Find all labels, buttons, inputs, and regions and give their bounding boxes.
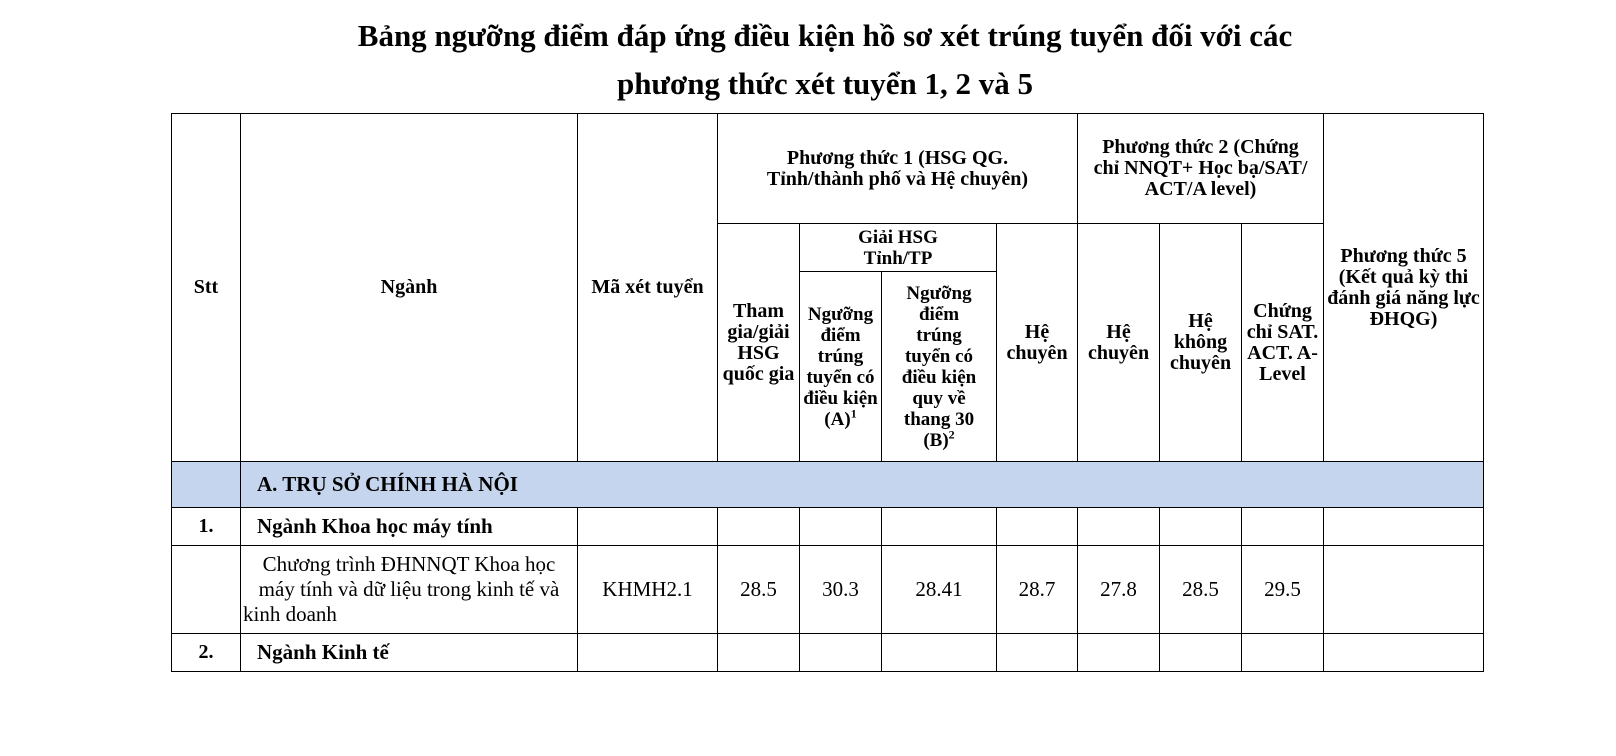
header-pt2-he-chuyen: Hệ chuyên bbox=[1078, 224, 1160, 462]
table-row bbox=[172, 634, 1484, 672]
header-ma-xet-tuyen: Mã xét tuyển bbox=[578, 114, 718, 462]
row-nganh: Ngành Kinh tế bbox=[241, 634, 578, 672]
pt1-nguong-b-value: 28.41 bbox=[882, 546, 997, 634]
table-cell bbox=[172, 546, 241, 634]
threshold-table bbox=[171, 113, 1484, 672]
row-stt: 1. bbox=[172, 508, 241, 546]
row-nganh: Ngành Khoa học máy tính bbox=[241, 508, 578, 546]
table-cell bbox=[1078, 508, 1160, 546]
header-pt2-chung-chi: Chứng chỉ SAT. ACT. A-Level bbox=[1242, 224, 1324, 462]
table-cell bbox=[1078, 634, 1160, 672]
header-pt2-he-khong-chuyen: Hệ không chuyên bbox=[1160, 224, 1242, 462]
title-line-1: Bảng ngưỡng điểm đáp ứng điều kiện hồ sơ xét trúng tuyển đối với các bbox=[357, 18, 1293, 53]
table-cell bbox=[578, 508, 718, 546]
table-cell bbox=[800, 508, 882, 546]
pt2-he-chuyen-value: 27.8 bbox=[1078, 546, 1160, 634]
footnote-1-marker: 1 bbox=[850, 406, 857, 421]
program-name: Chương trình ĐHNNQT Khoa học máy tính và dữ liệu trong kinh tế và kinh doanh bbox=[241, 546, 578, 634]
pt1-nguong-a-value: 30.3 bbox=[800, 546, 882, 634]
pt5-value bbox=[1324, 546, 1484, 634]
footnote-2-marker: 2 bbox=[948, 427, 955, 442]
header-nganh: Ngành bbox=[241, 114, 578, 462]
document-title bbox=[166, 12, 1484, 108]
header-nguong-a bbox=[800, 272, 882, 462]
header-nguong-b-text: Ngưỡng điểm trúng tuyển có điều kiện quy về thang 30 (B) bbox=[901, 282, 977, 451]
table-cell bbox=[800, 634, 882, 672]
table-cell bbox=[997, 634, 1078, 672]
ma-xet-tuyen-value: KHMH2.1 bbox=[578, 546, 718, 634]
table-cell bbox=[1242, 634, 1324, 672]
table-cell bbox=[718, 508, 800, 546]
section-label: A. TRỤ SỞ CHÍNH HÀ NỘI bbox=[241, 462, 1484, 508]
header-phuong-thuc-5: Phương thức 5 (Kết quả kỳ thi đánh giá năng lực ĐHQG) bbox=[1324, 114, 1484, 462]
table-cell bbox=[882, 634, 997, 672]
table-cell bbox=[578, 634, 718, 672]
section-stt-cell bbox=[172, 462, 241, 508]
section-row bbox=[172, 462, 1484, 508]
header-hsg-quoc-gia: Tham gia/giải HSG quốc gia bbox=[718, 224, 800, 462]
table-cell bbox=[997, 508, 1078, 546]
title-line-2: phương thức xét tuyển 1, 2 và 5 bbox=[616, 66, 1034, 101]
header-stt: Stt bbox=[172, 114, 241, 462]
table-cell bbox=[1324, 634, 1484, 672]
pt2-he-khong-chuyen-value: 28.5 bbox=[1160, 546, 1242, 634]
table-cell bbox=[1160, 508, 1242, 546]
table-row bbox=[172, 508, 1484, 546]
header-nguong-b bbox=[882, 272, 997, 462]
pt1-hsg-quoc-gia-value: 28.5 bbox=[718, 546, 800, 634]
header-phuong-thuc-2: Phương thức 2 (Chứng chỉ NNQT+ Học bạ/SAT/ ACT/A level) bbox=[1078, 114, 1324, 224]
header-phuong-thuc-1: Phương thức 1 (HSG QG. Tỉnh/thành phố và Hệ chuyên) bbox=[718, 114, 1078, 224]
header-pt1-he-chuyen: Hệ chuyên bbox=[997, 224, 1078, 462]
header-giai-hsg-tinh: Giải HSG Tỉnh/TP bbox=[800, 224, 997, 272]
table-cell bbox=[882, 508, 997, 546]
table-cell bbox=[1242, 508, 1324, 546]
table-cell bbox=[718, 634, 800, 672]
row-stt: 2. bbox=[172, 634, 241, 672]
table-cell bbox=[1160, 634, 1242, 672]
pt1-he-chuyen-value: 28.7 bbox=[997, 546, 1078, 634]
table-cell bbox=[1324, 508, 1484, 546]
table-row bbox=[172, 546, 1484, 634]
pt2-chung-chi-value: 29.5 bbox=[1242, 546, 1324, 634]
header-nguong-a-text: Ngưỡng điểm trúng tuyển có điều kiện (A) bbox=[803, 303, 878, 430]
header-row-1 bbox=[172, 114, 1484, 224]
